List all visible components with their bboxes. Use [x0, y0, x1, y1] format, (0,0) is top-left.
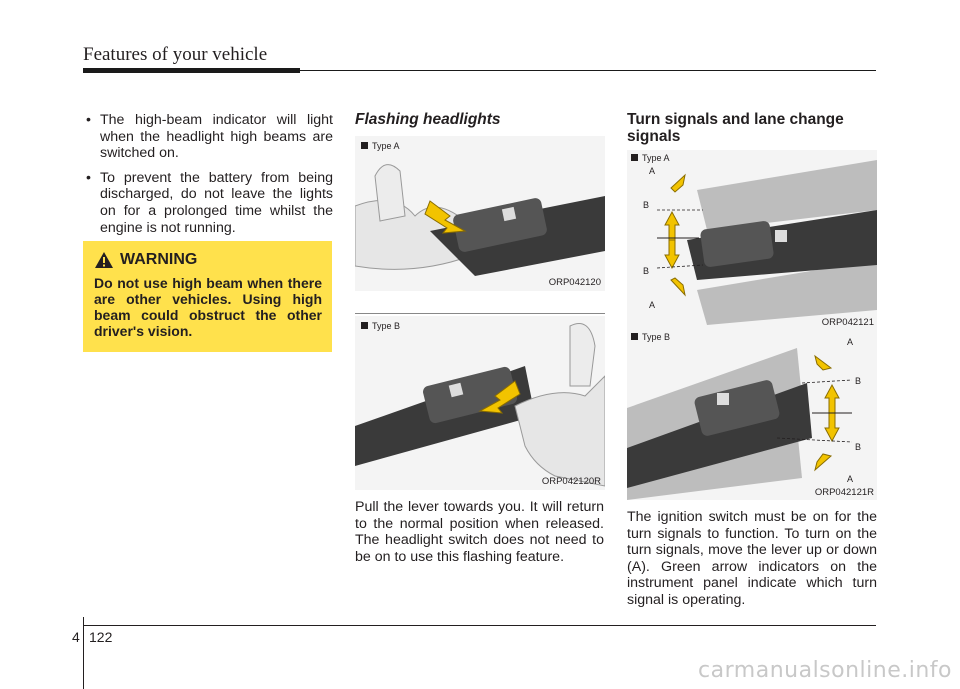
section-title-turn-signals: Turn signals and lane change signals — [627, 111, 844, 145]
figure-code: ORP042120 — [548, 277, 601, 288]
figure-type-label: Type B — [642, 332, 671, 342]
lever-illustration — [627, 150, 877, 330]
arrow-label: B — [855, 376, 862, 386]
figure-turn-type-a — [627, 150, 877, 330]
footer-horizontal-rule — [83, 625, 876, 626]
warning-title: WARNING — [120, 251, 198, 268]
figure-code: ORP042121R — [814, 487, 874, 498]
bullet-item: • To prevent the battery from being discharged, do not leave the lights on for a prolonged time whilst the engine is not running. — [86, 169, 333, 236]
figure-type-label: Type B — [372, 321, 401, 331]
page-number: 122 — [89, 629, 113, 645]
figure-flashing-type-a — [355, 136, 605, 291]
figure-type-label: Type A — [372, 141, 400, 151]
figure-flashing-type-b — [355, 316, 605, 490]
arrow-label: B — [643, 266, 650, 276]
section-title-flashing: Flashing headlights — [355, 111, 501, 128]
bullet-list — [83, 112, 333, 244]
arrow-label: B — [643, 200, 650, 210]
arrow-label: A — [649, 166, 656, 176]
arrow-label: A — [847, 474, 854, 484]
chapter-number: 4 — [72, 629, 80, 645]
lever-illustration — [355, 316, 605, 490]
page-header-title: Features of your vehicle — [83, 44, 268, 65]
warning-text: Do not use high beam when there are other vehicles. Using high beam could obstruct the other driver's vision. — [94, 275, 322, 339]
figure-turn-type-b — [627, 328, 877, 500]
lever-illustration — [355, 136, 605, 291]
header-rule-thick — [83, 68, 300, 73]
figure-code: ORP042120R — [541, 476, 601, 487]
turn-signal-paragraph: The ignition switch must be on for the turn signals to function. To turn on the turn signals, move the lever up or down (A). Green arrow indicators on the instrument panel indicate which turn signal is operating. — [627, 509, 877, 608]
figure-code: ORP042121 — [821, 317, 874, 328]
bullet-dot: • — [86, 169, 91, 186]
figure-type-label: Type A — [642, 153, 670, 163]
lever-illustration — [627, 328, 877, 500]
watermark: carmanualsonline.info — [698, 658, 952, 683]
bullet-item: • The high-beam indicator will light when the headlight high beams are switched on. — [86, 112, 333, 162]
footer-vertical-rule — [83, 617, 84, 689]
flashing-paragraph: Pull the lever towards you. It will return to the normal position when released. The headlight switch does not need to be on to use this flashing feature. — [355, 499, 604, 565]
warning-triangle-icon — [94, 251, 114, 269]
warning-box — [83, 241, 332, 352]
arrow-label: A — [847, 337, 854, 347]
arrow-label: B — [855, 442, 862, 452]
figure-divider — [355, 313, 605, 314]
arrow-label: A — [649, 300, 656, 310]
header-rule-thin — [300, 70, 876, 71]
bullet-dot: • — [86, 112, 91, 128]
